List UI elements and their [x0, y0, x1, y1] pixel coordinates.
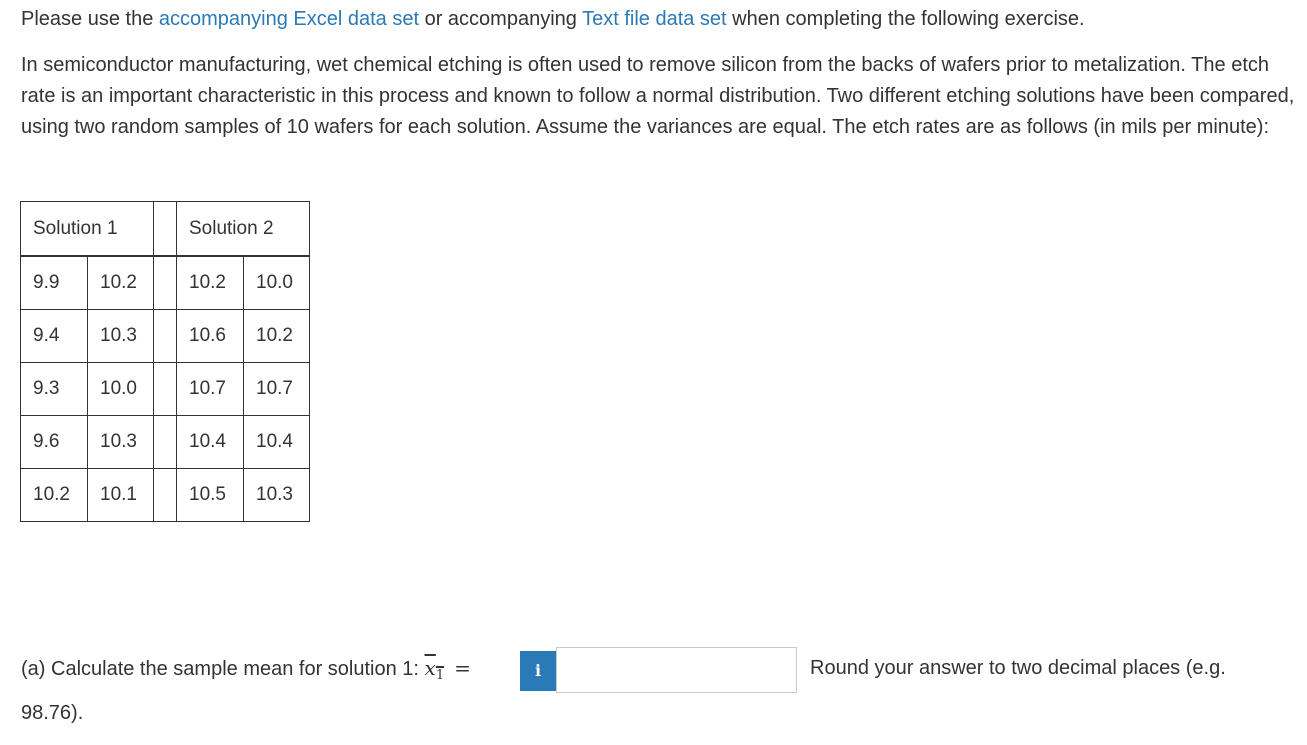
- x-subscript: 1: [435, 668, 445, 683]
- rounding-hint: Round your answer to two decimal places (e.g.: [810, 657, 1226, 679]
- table-cell: 10.7: [244, 363, 310, 416]
- intro-suffix: when completing the following exercise.: [726, 8, 1085, 30]
- table-cell: 10.6: [177, 310, 244, 363]
- table-gap-cell: [154, 416, 177, 469]
- answer-input[interactable]: [556, 647, 797, 693]
- table-cell: 9.3: [21, 363, 88, 416]
- question-a: [21, 655, 471, 689]
- table-row: [21, 310, 310, 363]
- table-cell: 10.3: [88, 416, 154, 469]
- table-cell: 10.4: [177, 416, 244, 469]
- table-row: [21, 469, 310, 522]
- table-cell: 10.0: [88, 363, 154, 416]
- x-variable: x: [424, 656, 436, 680]
- info-icon[interactable]: i: [520, 651, 556, 691]
- table-cell: 10.5: [177, 469, 244, 522]
- table-cell: 10.1: [88, 469, 154, 522]
- table-cell: 10.2: [21, 469, 88, 522]
- table-cell: 10.3: [244, 469, 310, 522]
- table-row: [21, 416, 310, 469]
- problem-paragraph: In semiconductor manufacturing, wet chemical etching is often used to remove silicon from the backs of wafers prior to metalization. The etch rate is an important characteristic in this process and known to follow a normal distribution. Two different etching solutions have been compared, using two random samples of 10 wafers for each solution. Assume the variances are equal. The etch rates are as follows (in mils per minute):: [21, 54, 1295, 138]
- instructions-line: [21, 6, 1085, 32]
- table-cell: 10.2: [88, 256, 154, 310]
- table-cell: 9.9: [21, 256, 88, 310]
- table-cell: 10.2: [177, 256, 244, 310]
- table-cell: 9.4: [21, 310, 88, 363]
- equals-sign: =: [454, 656, 471, 680]
- question-label: (a) Calculate the sample mean for solution 1:: [21, 658, 425, 680]
- text-file-data-link[interactable]: Text file data set: [582, 8, 727, 30]
- table-gap-cell: [154, 363, 177, 416]
- table-gap-cell: [154, 469, 177, 522]
- xbar-symbol: [424, 656, 445, 683]
- table-row: [21, 363, 310, 416]
- table-cell: 9.6: [21, 416, 88, 469]
- rounding-hint-continued: 98.76).: [21, 702, 84, 724]
- excel-data-link[interactable]: accompanying Excel data set: [158, 8, 420, 30]
- table-cell: 10.2: [244, 310, 310, 363]
- header-solution-1: Solution 1: [21, 202, 154, 257]
- table-cell: 10.3: [88, 310, 154, 363]
- header-solution-2: Solution 2: [177, 202, 310, 257]
- etch-rate-table: [20, 201, 310, 522]
- table-header-row: [21, 202, 310, 257]
- intro-prefix: Please use the: [21, 8, 159, 30]
- table-gap-cell: [154, 202, 177, 257]
- table-cell: 10.0: [244, 256, 310, 310]
- table-gap-cell: [154, 310, 177, 363]
- table-row: [21, 256, 310, 310]
- intro-middle: or accompanying: [419, 8, 583, 30]
- table-cell: 10.4: [244, 416, 310, 469]
- table-cell: 10.7: [177, 363, 244, 416]
- table-gap-cell: [154, 256, 177, 310]
